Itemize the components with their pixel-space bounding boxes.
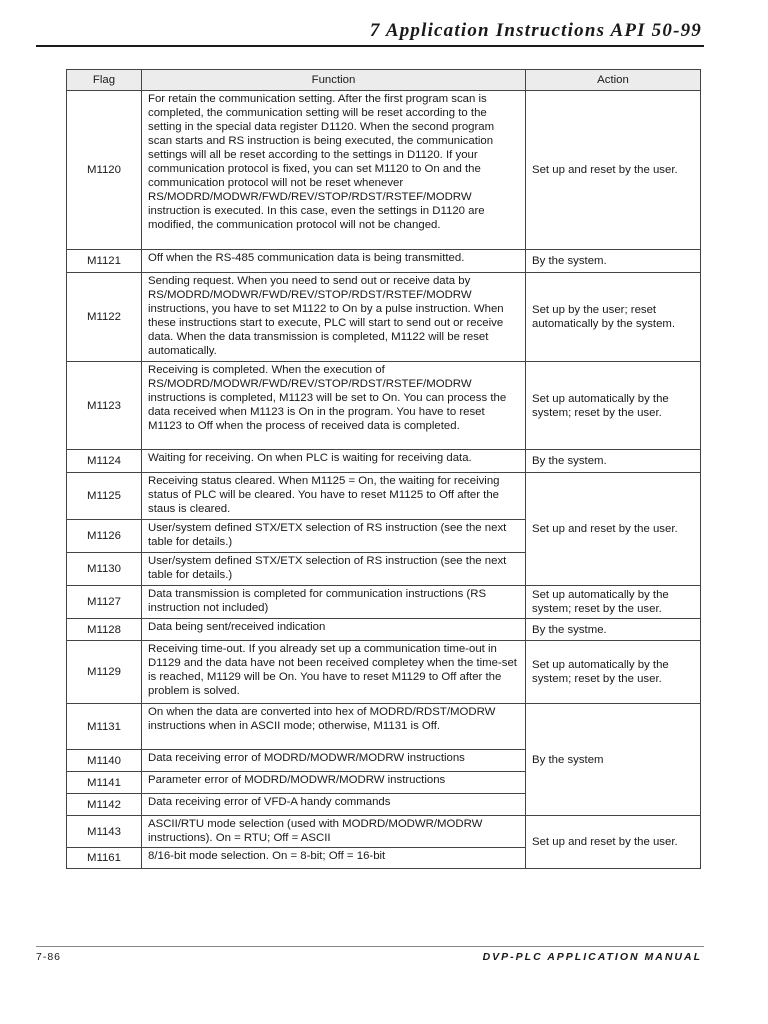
flag-cell: M1129 (67, 641, 142, 704)
flag-cell: M1142 (67, 794, 142, 816)
column-header-flag: Flag (67, 70, 142, 91)
action-cell: By the system. (526, 450, 701, 473)
page-header-title: 7 Application Instructions API 50-99 (369, 20, 702, 41)
column-header-function: Function (142, 70, 526, 91)
flag-cell: M1161 (67, 848, 142, 869)
function-cell: User/system defined STX/ETX selection of RS instruction (see the next table for details.) (142, 520, 526, 553)
flag-cell: M1125 (67, 473, 142, 520)
table-row (67, 450, 701, 473)
function-cell: ASCII/RTU mode selection (used with MODRD/MODWR/MODRW instructions). On = RTU; Off = ASCII (142, 816, 526, 848)
table-header-row (67, 70, 701, 91)
function-cell: User/system defined STX/ETX selection of RS instruction (see the next table for details.) (142, 553, 526, 586)
table-row (67, 619, 701, 641)
function-cell: Data being sent/received indication (142, 619, 526, 641)
function-cell: Parameter error of MODRD/MODWR/MODRW instructions (142, 772, 526, 794)
function-cell: Data receiving error of VFD-A handy commands (142, 794, 526, 816)
action-cell: Set up by the user; reset automatically by the system. (526, 273, 701, 362)
manual-title: DVP-PLC APPLICATION MANUAL (482, 951, 702, 963)
flag-cell: M1130 (67, 553, 142, 586)
footer-rule (36, 946, 704, 947)
function-cell: For retain the communication setting. After the first program scan is completed, the communication setting will be reset according to the setting in the special data register D1120. When the second program scan starts and RS instruction is being executed, the communication settings will all be reset according to the settings in D1120. If your communication protocol is fixed, you can set M1120 to On and the communication protocol will not be reset whenever RS/MODRD/MODWR/FWD/REV/STOP/RDST/RSTEF/MODRW instruction is executed. In this case, even the settings in D1120 are modified, the communication protocol will not be changed. (142, 91, 526, 250)
column-header-action: Action (526, 70, 701, 91)
flag-cell: M1143 (67, 816, 142, 848)
header-rule (36, 45, 704, 47)
action-cell: Set up automatically by the system; reset by the user. (526, 362, 701, 450)
function-cell: On when the data are converted into hex of MODRD/RDST/MODRW instructions when in ASCII mode; otherwise, M1131 is Off. (142, 704, 526, 750)
function-cell: Receiving time-out. If you already set up a communication time-out in D1129 and the data have not been received completey when the time-set is reached, M1129 will be On. You have to reset M1129 to Off after the problem is solved. (142, 641, 526, 704)
flag-cell: M1131 (67, 704, 142, 750)
action-cell: Set up automatically by the system; reset by the user. (526, 641, 701, 704)
function-cell: Receiving status cleared. When M1125 = On, the waiting for receiving status of PLC will be cleared. You have to reset M1125 to Off after the staus is cleared. (142, 473, 526, 520)
table-row (67, 816, 701, 848)
special-flags-table (66, 69, 701, 869)
flag-cell: M1122 (67, 273, 142, 362)
function-cell: Sending request. When you need to send out or receive data by RS/MODRD/MODWR/FWD/REV/STOP/RDST/RSTEF/MODRW instructions, you have to set M1122 to On by a pulse instruction. When these instructions start to execute, PLC will start to send out or receive data. When the data transmission is completed, M1122 will be reset automatically. (142, 273, 526, 362)
flag-cell: M1121 (67, 250, 142, 273)
table-row (67, 641, 701, 704)
table-row (67, 473, 701, 520)
function-cell: Data transmission is completed for communication instructions (RS instruction not included) (142, 586, 526, 619)
flag-cell: M1124 (67, 450, 142, 473)
function-cell: Receiving is completed. When the execution of RS/MODRD/MODWR/FWD/REV/STOP/RDST/RSTEF/MODRW instructions is completed, M1123 will be set to On. You can process the data received when M1123 is On in the program. You have to reset M1123 to Off when the process of received data is completed. (142, 362, 526, 450)
flag-cell: M1127 (67, 586, 142, 619)
table-row (67, 250, 701, 273)
action-cell: Set up and reset by the user. (526, 91, 701, 250)
function-cell: 8/16-bit mode selection. On = 8-bit; Off = 16-bit (142, 848, 526, 869)
function-cell: Data receiving error of MODRD/MODWR/MODRW instructions (142, 750, 526, 772)
flag-cell: M1140 (67, 750, 142, 772)
action-cell: By the system. (526, 250, 701, 273)
flag-cell: M1120 (67, 91, 142, 250)
flag-cell: M1141 (67, 772, 142, 794)
action-cell: By the system (526, 704, 701, 816)
action-cell: Set up and reset by the user. (526, 473, 701, 586)
action-cell: Set up and reset by the user. (526, 816, 701, 869)
action-cell: By the systme. (526, 619, 701, 641)
page-number: 7-86 (36, 951, 62, 963)
table-row (67, 362, 701, 450)
table-row (67, 91, 701, 250)
table-row (67, 704, 701, 750)
function-cell: Waiting for receiving. On when PLC is waiting for receiving data. (142, 450, 526, 473)
action-cell: Set up automatically by the system; reset by the user. (526, 586, 701, 619)
function-cell: Off when the RS-485 communication data is being transmitted. (142, 250, 526, 273)
flag-cell: M1126 (67, 520, 142, 553)
flag-cell: M1128 (67, 619, 142, 641)
table-row (67, 273, 701, 362)
table-row (67, 586, 701, 619)
flag-cell: M1123 (67, 362, 142, 450)
